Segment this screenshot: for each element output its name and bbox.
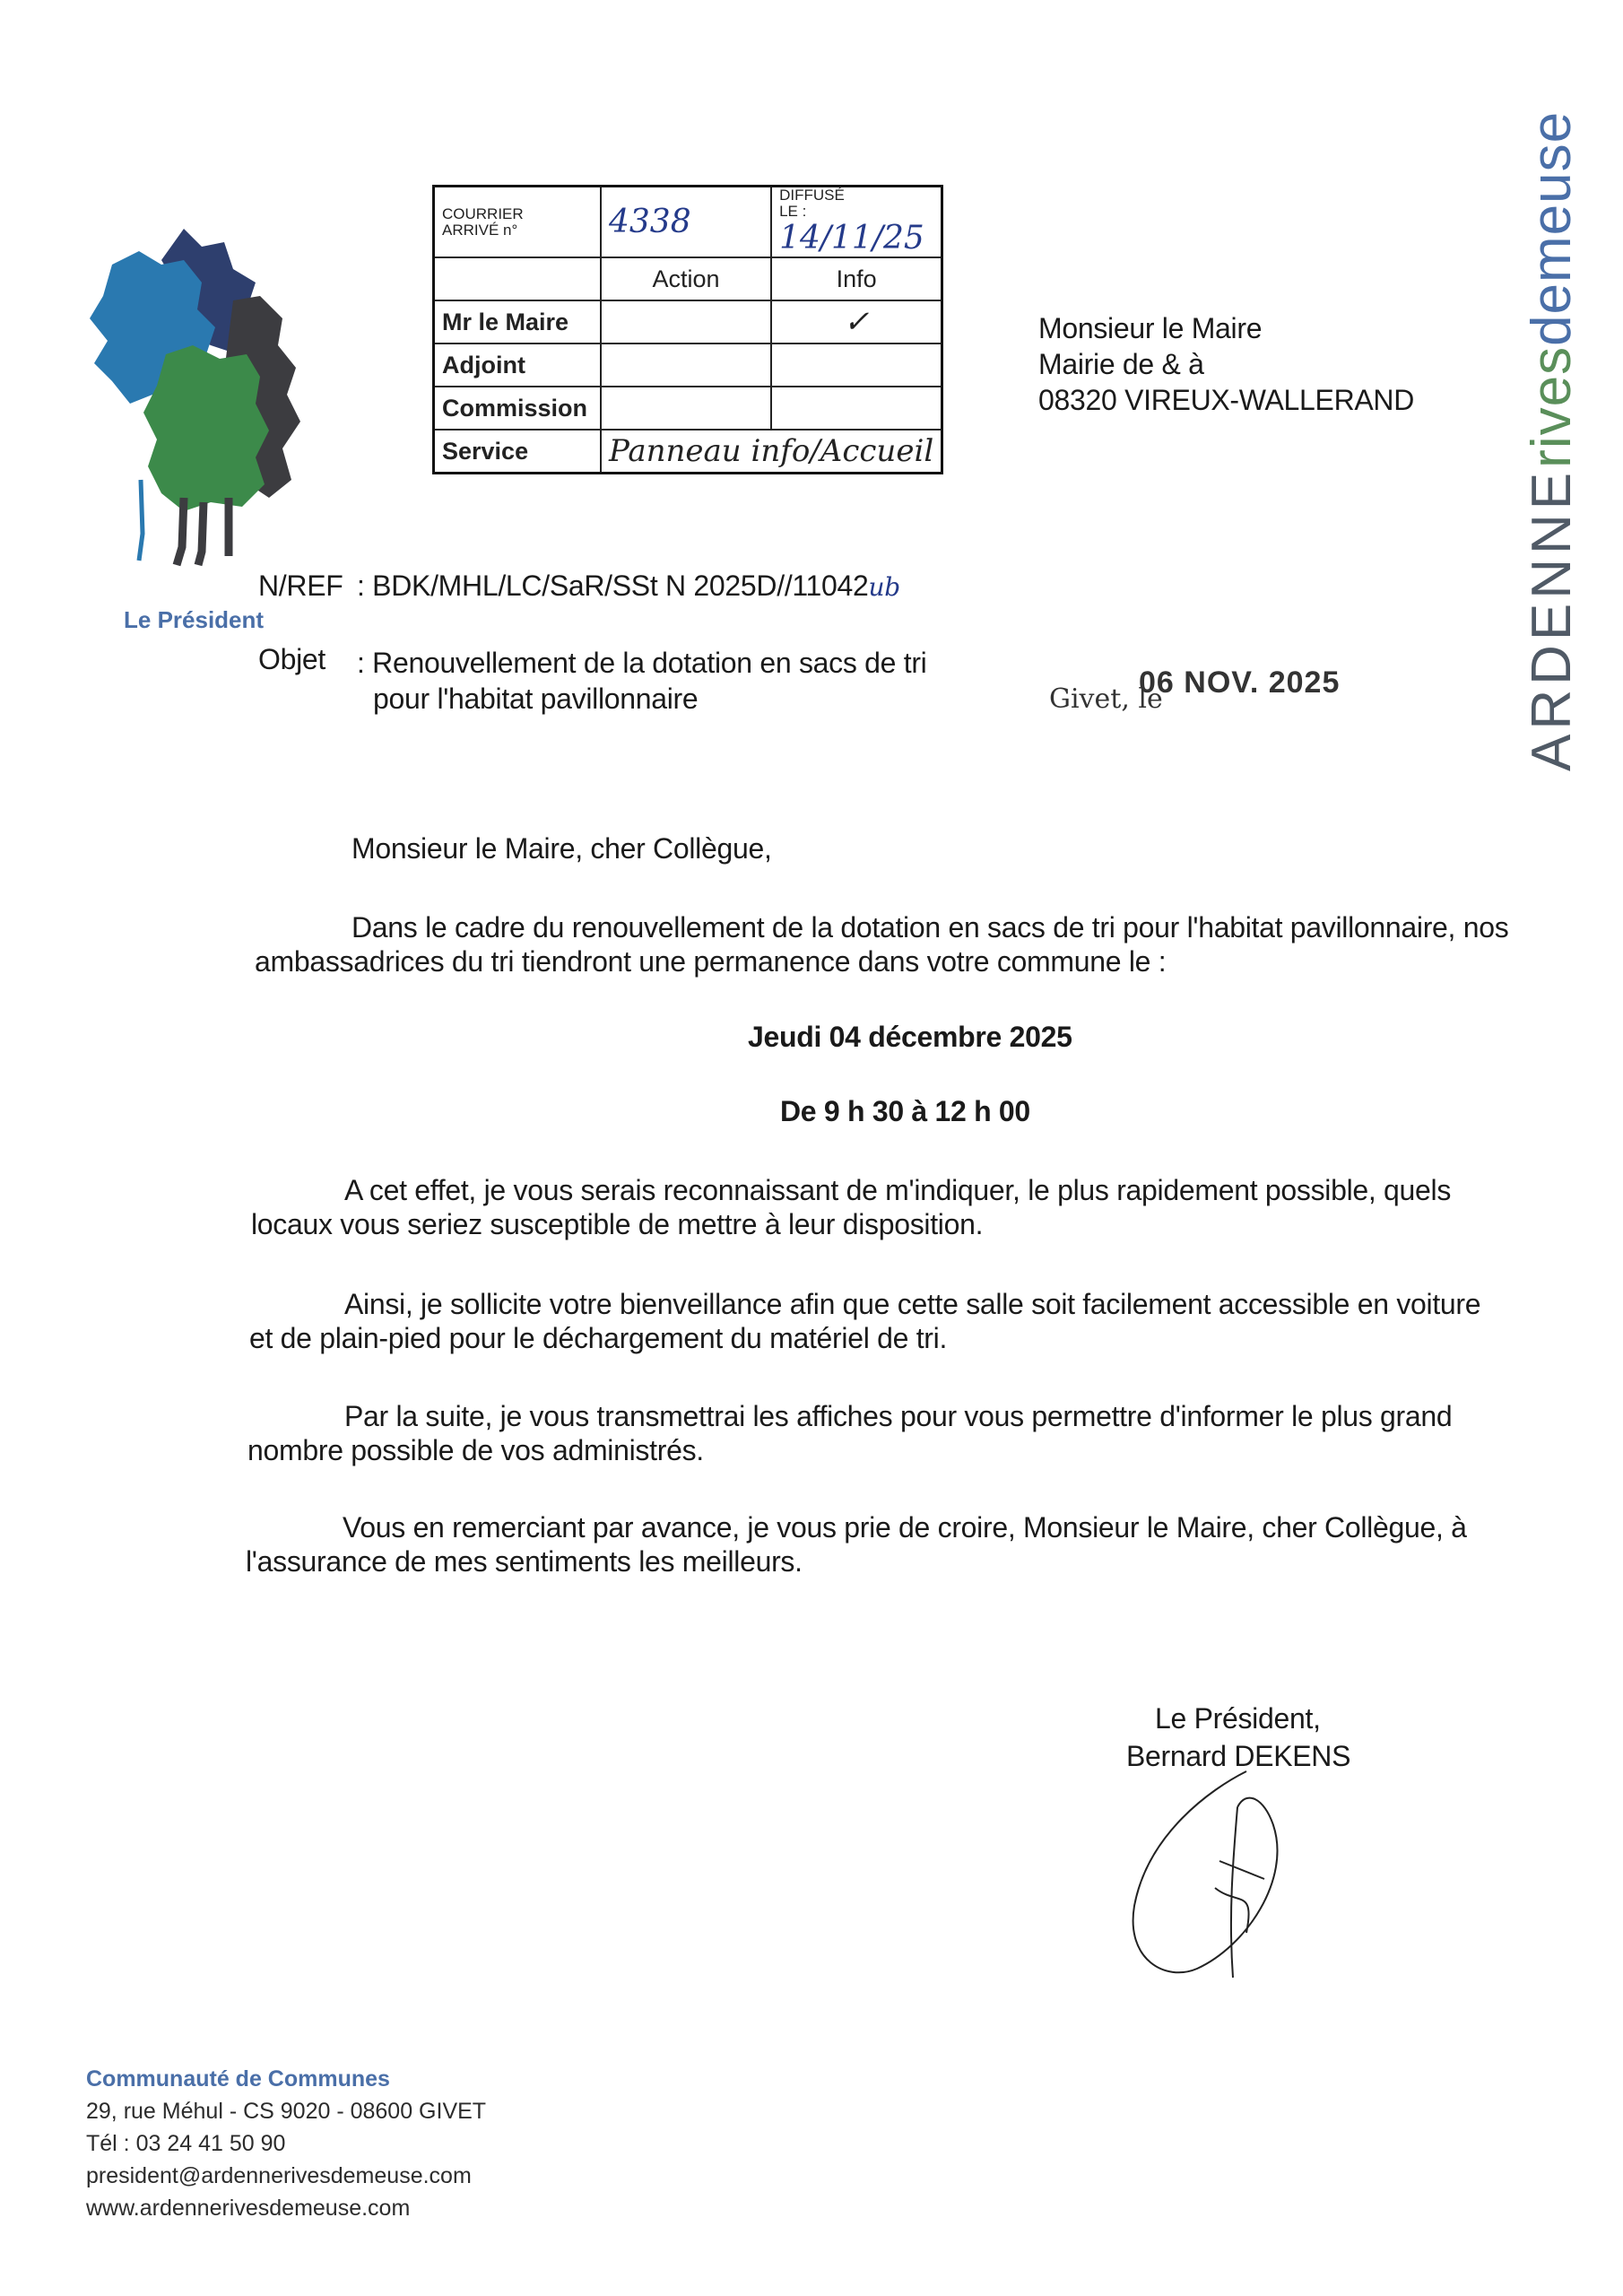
diffuse-cell: [771, 187, 942, 258]
nref-label: N/REF: [258, 570, 343, 602]
diffuse-label-2: LE :: [779, 203, 807, 220]
footer-email: president@ardennerivesdemeuse.com: [86, 2163, 472, 2188]
row-info-maire: ✓: [771, 300, 942, 344]
brand-part-2: rives: [1521, 345, 1583, 468]
nref-value-row: [357, 570, 900, 603]
row-action-adjoint: [601, 344, 771, 387]
header-empty-cell: [434, 257, 602, 300]
footer-org: Communauté de Communes: [86, 2066, 390, 2092]
p1-line-1: Dans le cadre du renouvellement de la dotation en sacs de tri pour l'habitat pavillonnaire, nos: [352, 911, 1509, 944]
diffuse-labels: [779, 187, 845, 220]
row-action-commission: [601, 387, 771, 430]
footer-address: 29, rue Méhul - CS 9020 - 08600 GIVET: [86, 2099, 487, 2124]
footer-web: www.ardennerivesdemeuse.com: [86, 2196, 411, 2221]
brand-vertical: [1520, 111, 1584, 771]
signature-name: Bernard DEKENS: [1126, 1740, 1351, 1772]
p4-line-2: nombre possible de vos administrés.: [247, 1434, 704, 1466]
nref-value: : BDK/MHL/LC/SaR/SSt N 2025D//11042: [357, 570, 869, 602]
date-place: Givet, le: [1049, 683, 1163, 715]
event-time: De 9 h 30 à 12 h 00: [780, 1095, 1030, 1127]
p4-line-1: Par la suite, je vous transmettrai les affiches pour vous permettre d'informer le plus grand: [344, 1400, 1453, 1432]
p2-line-1: A cet effet, je vous serais reconnaissant de m'indiquer, le plus rapidement possible, quels: [344, 1174, 1452, 1206]
col-action-header: Action: [601, 257, 771, 300]
tree-logo: [76, 211, 327, 570]
brand-part-1: ARDENNE: [1521, 467, 1583, 771]
paragraph-1: [255, 910, 1508, 978]
p5-line-1: Vous en remerciant par avance, je vous prie de croire, Monsieur le Maire, cher Collègue, à: [343, 1511, 1467, 1544]
row-action-maire: [601, 300, 771, 344]
footer-block: [86, 2063, 486, 2224]
sender-title: Le Président: [124, 606, 265, 633]
footer-phone: Tél : 03 24 41 50 90: [86, 2131, 286, 2156]
col-info-header: Info: [771, 257, 942, 300]
mail-routing-stamp: [432, 185, 943, 474]
objet-text: [357, 645, 926, 717]
p5-line-2: l'assurance de mes sentiments les meilleurs.: [246, 1545, 803, 1578]
recipient-block: [1038, 310, 1414, 418]
recipient-line-3: 08320 VIREUX-WALLERAND: [1038, 384, 1415, 416]
objet-label: Objet: [258, 643, 325, 675]
nref-handwritten: ub: [868, 572, 900, 602]
row-info-adjoint: [771, 344, 942, 387]
objet-line-2: pour l'habitat pavillonnaire: [373, 683, 699, 715]
p2-line-2: locaux vous seriez susceptible de mettre à leur disposition.: [251, 1208, 984, 1240]
paragraph-5: [246, 1510, 1467, 1578]
greeting: Monsieur le Maire, cher Collègue,: [352, 832, 772, 865]
p1-line-2: ambassadrices du tri tiendront une permanence dans votre commune le :: [255, 945, 1167, 978]
row-label-commission: Commission: [434, 387, 602, 430]
handwritten-signature: [1112, 1753, 1327, 1996]
event-date: Jeudi 04 décembre 2025: [748, 1021, 1072, 1053]
diffuse-label-1: DIFFUSÉ: [779, 187, 845, 204]
row-action-service: Panneau info/Accueil: [601, 430, 942, 474]
objet-line-1: : Renouvellement de la dotation en sacs de tri: [357, 647, 927, 679]
date-stamp: 06 NOV. 2025: [1139, 665, 1341, 700]
paragraph-2: [251, 1173, 1451, 1241]
row-info-commission: [771, 387, 942, 430]
diffuse-date: 14/11/25: [779, 220, 924, 257]
recipient-line-2: Mairie de & à: [1038, 348, 1204, 380]
paragraph-3: [249, 1287, 1480, 1355]
courrier-number: 4338: [609, 204, 691, 240]
recipient-line-1: Monsieur le Maire: [1038, 312, 1263, 344]
p3-line-1: Ainsi, je sollicite votre bienveillance afin que cette salle soit facilement accessible en voiture: [344, 1288, 1481, 1320]
signature-title: Le Président,: [1155, 1702, 1321, 1735]
row-label-maire: Mr le Maire: [434, 300, 602, 344]
courrier-number-cell: [601, 187, 771, 258]
row-label-adjoint: Adjoint: [434, 344, 602, 387]
courrier-label-2: ARRIVÉ n°: [442, 221, 518, 239]
row-label-service: Service: [434, 430, 602, 474]
courrier-cell: [434, 187, 602, 258]
p3-line-2: et de plain-pied pour le déchargement du matériel de tri.: [249, 1322, 948, 1354]
courrier-label-1: COURRIER: [442, 204, 524, 222]
paragraph-4: [247, 1399, 1452, 1467]
brand-part-3: demeuse: [1521, 110, 1583, 346]
